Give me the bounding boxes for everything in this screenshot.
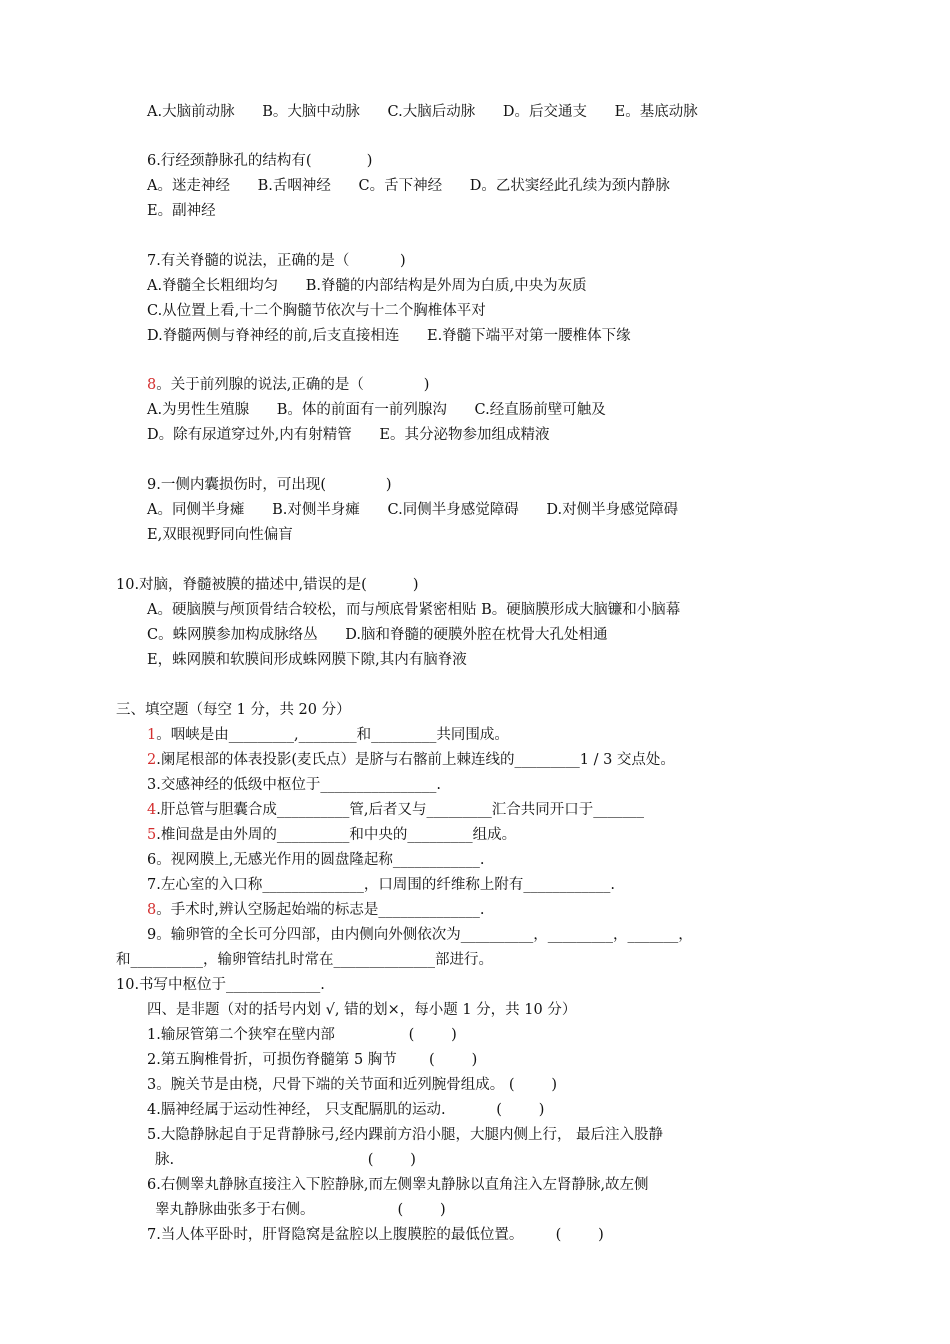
- fill-item-10: 10.书写中枢位于_____________.: [116, 977, 325, 993]
- q10-options-line3: E，蛛网膜和软膜间形成蛛网膜下隙,其内有脑脊液: [147, 652, 467, 668]
- q6-stem: 6.行经颈静脉孔的结构有( ): [147, 153, 373, 169]
- fill-item-6: [147, 850, 484, 870]
- q9-options-line2: E,双眼视野同向性偏盲: [147, 527, 293, 543]
- fill-item-3-text: .交感神经的低级中枢位于________________.: [156, 777, 441, 793]
- tf-item-6-line1: 6.右侧睾丸静脉直接注入下腔静脉,而左侧睾丸静脉以直角注入左肾静脉,故左侧: [147, 1177, 649, 1193]
- section3-title: 三、填空题（每空 1 分，共 20 分）: [116, 702, 351, 718]
- q9-stem: 9.一侧内囊损伤时，可出现( ): [147, 477, 392, 493]
- tf-item-7: 7.当人体平卧时，肝肾隐窝是盆腔以上腹膜腔的最低位置。 ( ): [147, 1227, 604, 1243]
- fill-item-4-text: .肝总管与胆囊合成__________管,后者又与_________汇合共同开口于_______: [156, 802, 644, 818]
- tf-item-1: 1.输尿管第二个狭窄在壁内部 ( ): [147, 1027, 457, 1043]
- q10-stem: 10.对脑，脊髓被膜的描述中,错误的是( ): [116, 577, 419, 593]
- q8-stem-line: [147, 375, 429, 395]
- fill-item-7-text: .左心室的入口称______________，口周围的纤维称上附有____________.: [156, 877, 615, 893]
- q9-options-line1: A。同侧半身瘫 B.对侧半身瘫 C.同侧半身感觉障碍 D.对侧半身感觉障碍: [147, 502, 679, 518]
- q6-options-line2: E。副神经: [147, 203, 216, 219]
- q7-stem: 7.有关脊髓的说法，正确的是（ ): [147, 253, 406, 269]
- q5-options: A.大脑前动脉 B。大脑中动脉 C.大脑后动脉 D。后交通支 E。基底动脉: [147, 104, 698, 120]
- tf-item-2: 2.第五胸椎骨折，可损伤脊髓第 5 胸节 ( ): [147, 1052, 478, 1068]
- fill-item-4-number: 4: [147, 802, 157, 818]
- fill-item-2-number: 2: [147, 752, 157, 768]
- fill-item-6-text: 。视网膜上,无感光作用的圆盘隆起称____________.: [156, 852, 485, 868]
- fill-item-8-text: 。手术时,辨认空肠起始端的标志是______________.: [156, 902, 485, 918]
- fill-item-1: [147, 725, 509, 745]
- fill-item-7-number: 7: [147, 877, 157, 893]
- tf-item-6-line2: 睾丸静脉曲张多于右侧。 ( ): [155, 1202, 446, 1218]
- q7-options-line2: C.从位置上看,十二个胸髓节依次与十二个胸椎体平对: [147, 303, 486, 319]
- q10-options-line2: C。蛛网膜参加构成脉络丛 D.脑和脊髓的硬膜外腔在枕骨大孔处相通: [147, 627, 608, 643]
- fill-item-4: [147, 800, 644, 820]
- q6-options-line1: A。迷走神经 B.舌咽神经 C。舌下神经 D。乙状窦经此孔续为颈内静脉: [147, 178, 670, 194]
- fill-item-1-text: 。咽峡是由_________,________和_________共同围成。: [156, 727, 509, 743]
- tf-item-3: 3。腕关节是由桡，尺骨下端的关节面和近列腕骨组成。 ( ): [147, 1077, 558, 1093]
- q7-options-line1: A.脊髓全长粗细均匀 B.脊髓的内部结构是外周为白质,中央为灰质: [147, 278, 587, 294]
- q8-stem: 。关于前列腺的说法,正确的是（ ): [156, 377, 430, 393]
- fill-item-3-number: 3: [147, 777, 157, 793]
- fill-item-9-continued: 和__________，输卵管结扎时常在______________部进行。: [116, 952, 493, 968]
- fill-item-2-text: .阑尾根部的体表投影(麦氏点）是脐与右髂前上棘连线的_________1 / 3 交点处。: [156, 752, 675, 768]
- fill-item-6-number: 6: [147, 852, 157, 868]
- q7-options-line3: D.脊髓两侧与脊神经的前,后支直接相连 E.脊髓下端平对第一腰椎体下缘: [147, 328, 631, 344]
- fill-item-5-number: 5: [147, 827, 157, 843]
- section4-title: 四、是非题（对的括号内划 √, 错的划×，每小题 1 分，共 10 分）: [147, 1002, 577, 1018]
- tf-item-5-line1: 5.大隐静脉起自于足背静脉弓,经内踝前方沿小腿，大腿内侧上行， 最后注入股静: [147, 1127, 664, 1143]
- fill-item-5-text: .椎间盘是由外周的__________和中央的_________组成。: [156, 827, 517, 843]
- fill-item-8: [147, 900, 484, 920]
- fill-item-1-number: 1: [147, 727, 157, 743]
- fill-item-2: [147, 750, 675, 770]
- q8-number: 8: [147, 377, 157, 393]
- q8-options-line1: A.为男性生殖腺 B。体的前面有一前列腺沟 C.经直肠前壁可触及: [147, 402, 606, 418]
- tf-item-4: 4.膈神经属于运动性神经， 只支配膈肌的运动. ( ): [147, 1102, 545, 1118]
- fill-item-7: [147, 875, 615, 895]
- fill-item-9-text: 。输卵管的全长可分四部，由内侧向外侧依次为__________，_________，_______，: [156, 927, 693, 943]
- fill-item-5: [147, 825, 516, 845]
- fill-item-9-number: 9: [147, 927, 157, 943]
- fill-item-3: [147, 775, 441, 795]
- q8-options-line2: D。除有尿道穿过外,内有射精管 E。其分泌物参加组成精液: [147, 427, 550, 443]
- fill-item-9: [147, 925, 693, 945]
- q10-options-line1: A。硬脑膜与颅顶骨结合较松，而与颅底骨紧密相贴 B。硬脑膜形成大脑镰和小脑幕: [147, 602, 681, 618]
- fill-item-8-number: 8: [147, 902, 157, 918]
- tf-item-5-line2: 脉. ( ): [155, 1152, 416, 1168]
